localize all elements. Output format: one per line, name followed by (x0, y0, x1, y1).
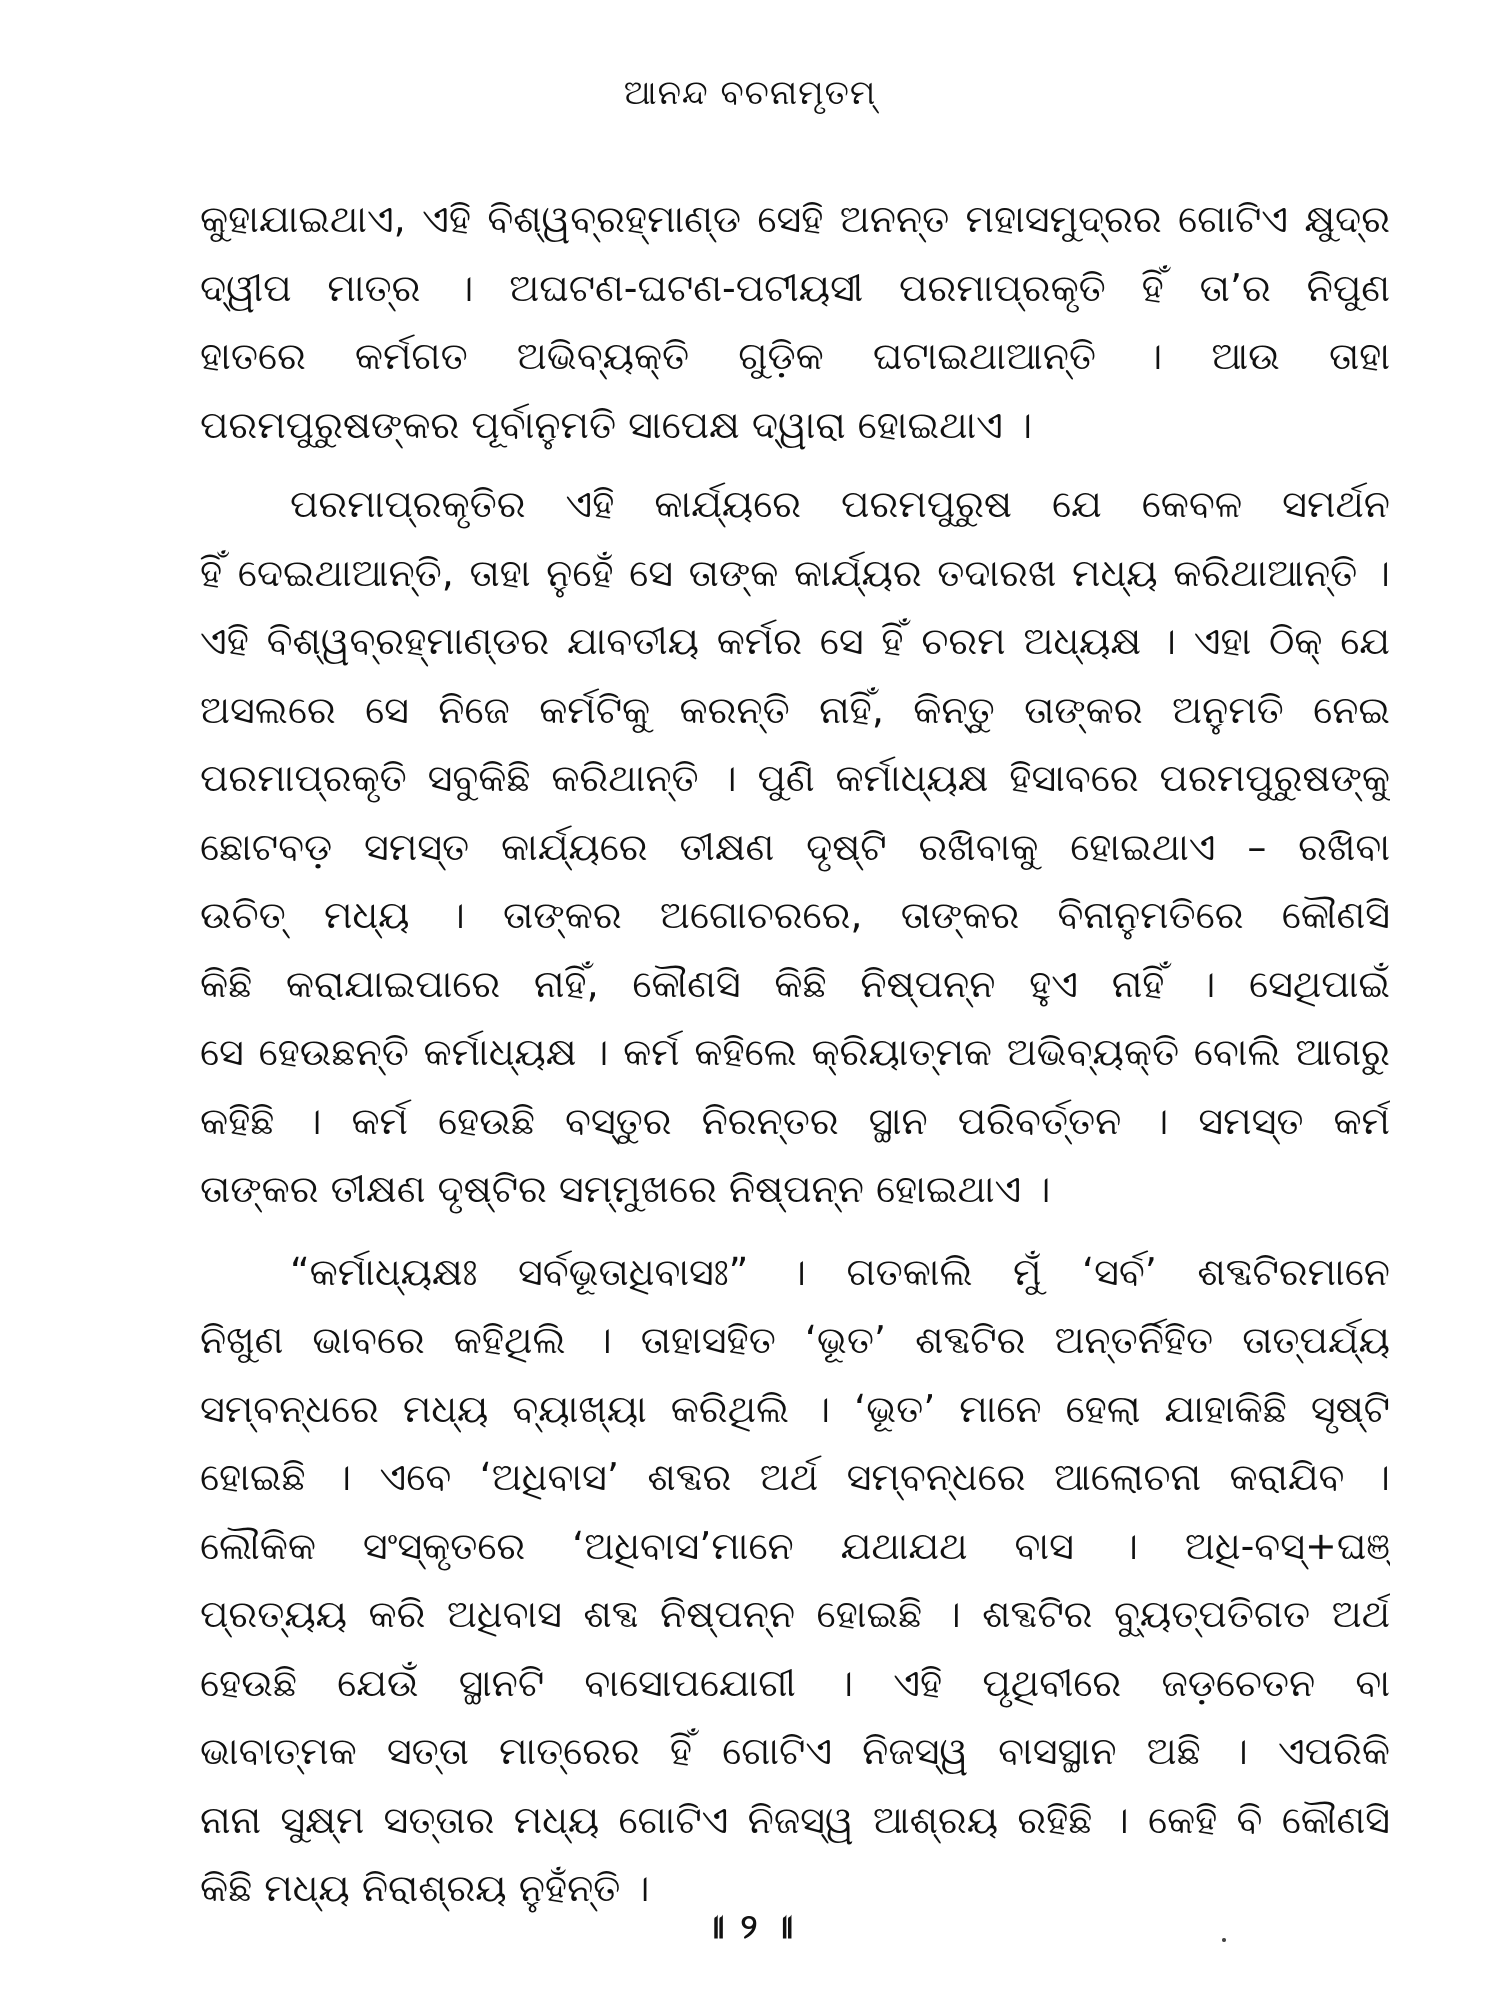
text-line: ସେ ହେଉଛନ୍ତି କର୍ମାଧ୍ୟକ୍ଷ । କର୍ମ କହିଲେ କ୍ରିୟାତ୍ମକ ଅଭିବ୍ୟକ୍ତି ବୋଲି ଆଗରୁ (200, 1030, 1390, 1074)
page-number: ॥ ୨ ॥ (704, 1907, 796, 1947)
running-head: ଆନନ୍ଦ ବଚନାମୃତମ୍ (623, 73, 877, 113)
text-line: ଅସଲରେ ସେ ନିଜେ କର୍ମଟିକୁ କରନ୍ତି ନାହିଁ, କିନ୍ତୁ ତାଙ୍କର ଅନୁମତି ନେଇ (200, 687, 1390, 732)
text-line: ଦ୍ୱୀପ ମାତ୍ର । ଅଘଟଣ-ଘଟଣ-ପଟୀୟସୀ ପରମାପ୍ରକୃତି ହିଁ ତା’ର ନିପୁଣ (200, 265, 1390, 310)
text-line: ହୋଇଛି । ଏବେ ‘ଅଧିବାସ’ ଶବ୍ଦର ଅର୍ଥ ସମ୍ବନ୍ଧରେ ଆଲୋଚନା କରାଯିବ । (200, 1455, 1390, 1499)
text-line: କୁହାଯାଇଥାଏ, ଏହି ବିଶ୍ୱବ୍ରହ୍ମାଣ୍ଡ ସେହି ଅନନ୍ତ ମହାସମୁଦ୍ରର ଗୋଟିଏ କ୍ଷୁଦ୍ର (200, 197, 1390, 241)
text-line: ତାଙ୍କର ତୀକ୍ଷଣ ଦୃଷ୍ଟିର ସମ୍ମୁଖରେ ନିଷ୍ପନ୍ନ ହୋଇଥାଏ । (200, 1167, 1051, 1211)
text-line: କିଛି ମଧ୍ୟ ନିରାଶ୍ରୟ ନୁହଁନ୍ତି । (200, 1866, 650, 1910)
paragraph (200, 1238, 1390, 1923)
text-line: ଲୌକିକ ସଂସ୍କୃତରେ ‘ଅଧିବାସ’ମାନେ ଯଥାଯଥ ବାସ । ଅଧି-ବସ୍+ଘଞ୍ (200, 1523, 1390, 1568)
body-text (200, 185, 1390, 1923)
print-speck (1222, 1938, 1226, 1942)
text-line: ଭାବାତ୍ମକ ସତ୍ତା ମାତ୍ରେର ହିଁ ଗୋଟିଏ ନିଜସ୍ୱ ବାସସ୍ଥାନ ଅଛି । ଏପରିକି (200, 1729, 1390, 1773)
text-line: ହାତରେ କର୍ମଗତ ଅଭିବ୍ୟକ୍ତି ଗୁଡ଼ିକ ଘଟାଇଥାଆନ୍ତି । ଆଉ ତାହା (200, 334, 1390, 378)
text-line: ପରମାପ୍ରକୃତିର ଏହି କାର୍ଯ୍ୟରେ ପରମପୁରୁଷ ଯେ କେବଳ ସମର୍ଥନ (290, 482, 1390, 526)
text-line: ନିଖୁଣ ଭାବରେ କହିଥିଲି । ତାହାସହିତ ‘ଭୂତ’ ଶବ୍ଦଟିର ଅନ୍ତର୍ନିହିତ ତାତ୍ପର୍ଯ୍ୟ (200, 1318, 1390, 1362)
text-line: ହିଁ ଦେଇଥାଆନ୍ତି, ତାହା ନୁହେଁ ସେ ତାଙ୍କ କାର୍ଯ୍ୟର ତଦାରଖ ମଧ୍ୟ କରିଥାଆନ୍ତି । (200, 550, 1390, 595)
paragraph (200, 470, 1390, 1224)
text-line: ଏହି ବିଶ୍ୱବ୍ରହ୍ମାଣ୍ଡର ଯାବତୀୟ କର୍ମର ସେ ହିଁ ଚରମ ଅଧ୍ୟକ୍ଷ । ଏହା ଠିକ୍ ଯେ (200, 619, 1390, 663)
text-line: ଛୋଟବଡ଼ ସମସ୍ତ କାର୍ଯ୍ୟରେ ତୀକ୍ଷଣ ଦୃଷ୍ଟି ରଖିବାକୁ ହୋଇଥାଏ – ରଖିବା (200, 824, 1390, 869)
text-line: “କର୍ମାଧ୍ୟକ୍ଷଃ ସର୍ବଭୂତାଧିବାସଃ” । ଗତକାଲି ମୁଁ ‘ସର୍ବ’ ଶବ୍ଦଟିରମାନେ (290, 1249, 1390, 1294)
text-line: ନାନା ସୁକ୍ଷ୍ମ ସତ୍ତାର ମଧ୍ୟ ଗୋଟିଏ ନିଜସ୍ୱ ଆଶ୍ରୟ ରହିଛି । କେହି ବି କୌଣସି (200, 1797, 1390, 1842)
text-line: କହିଛି । କର୍ମ ହେଉଛି ବସ୍ତୁର ନିରନ୍ତର ସ୍ଥାନ ପରିବର୍ତ୍ତନ । ସମସ୍ତ କର୍ମ (200, 1098, 1390, 1143)
text-line: ପ୍ରତ୍ୟୟ କରି ଅଧିବାସ ଶବ୍ଦ ନିଷ୍ପନ୍ନ ହୋଇଛି । ଶବ୍ଦଟିର ବ୍ୟୁତ୍ପତିଗତ ଅର୍ଥ (200, 1592, 1390, 1636)
text-line: କିଛି କରାଯାଇପାରେ ନାହିଁ, କୌଣସି କିଛି ନିଷ୍ପନ୍ନ ହୁଏ ନାହିଁ । ସେଥିପାଇଁ (200, 961, 1390, 1006)
text-line: ହେଉଛି ଯେଉଁ ସ୍ଥାନଟି ବାସୋପଯୋଗୀ । ଏହି ପୃଥିବୀରେ ଜଡ଼ଚେତନ ବା (200, 1660, 1390, 1705)
text-line: ପରମପୁରୁଷଙ୍କର ପୂର୍ବାନୁମତି ସାପେକ୍ଷ ଦ୍ୱାରା ହୋଇଥାଏ । (200, 402, 1033, 447)
text-line: ଉଚିତ୍ ମଧ୍ୟ । ତାଙ୍କର ଅଗୋଚରରେ, ତାଙ୍କର ବିନାନୁମତିରେ କୌଣସି (200, 893, 1390, 937)
paragraph (200, 185, 1390, 459)
text-line: ପରମାପ୍ରକୃତି ସବୁକିଛି କରିଥାନ୍ତି । ପୁଣି କର୍ମାଧ୍ୟକ୍ଷ ହିସାବରେ ପରମପୁରୁଷଙ୍କୁ (200, 756, 1390, 800)
text-line: ସମ୍ବନ୍ଧରେ ମଧ୍ୟ ବ୍ୟାଖ୍ୟା କରିଥିଲି । ‘ଭୂତ’ ମାନେ ହେଲା ଯାହାକିଛି ସୃଷ୍ଟି (200, 1386, 1390, 1431)
